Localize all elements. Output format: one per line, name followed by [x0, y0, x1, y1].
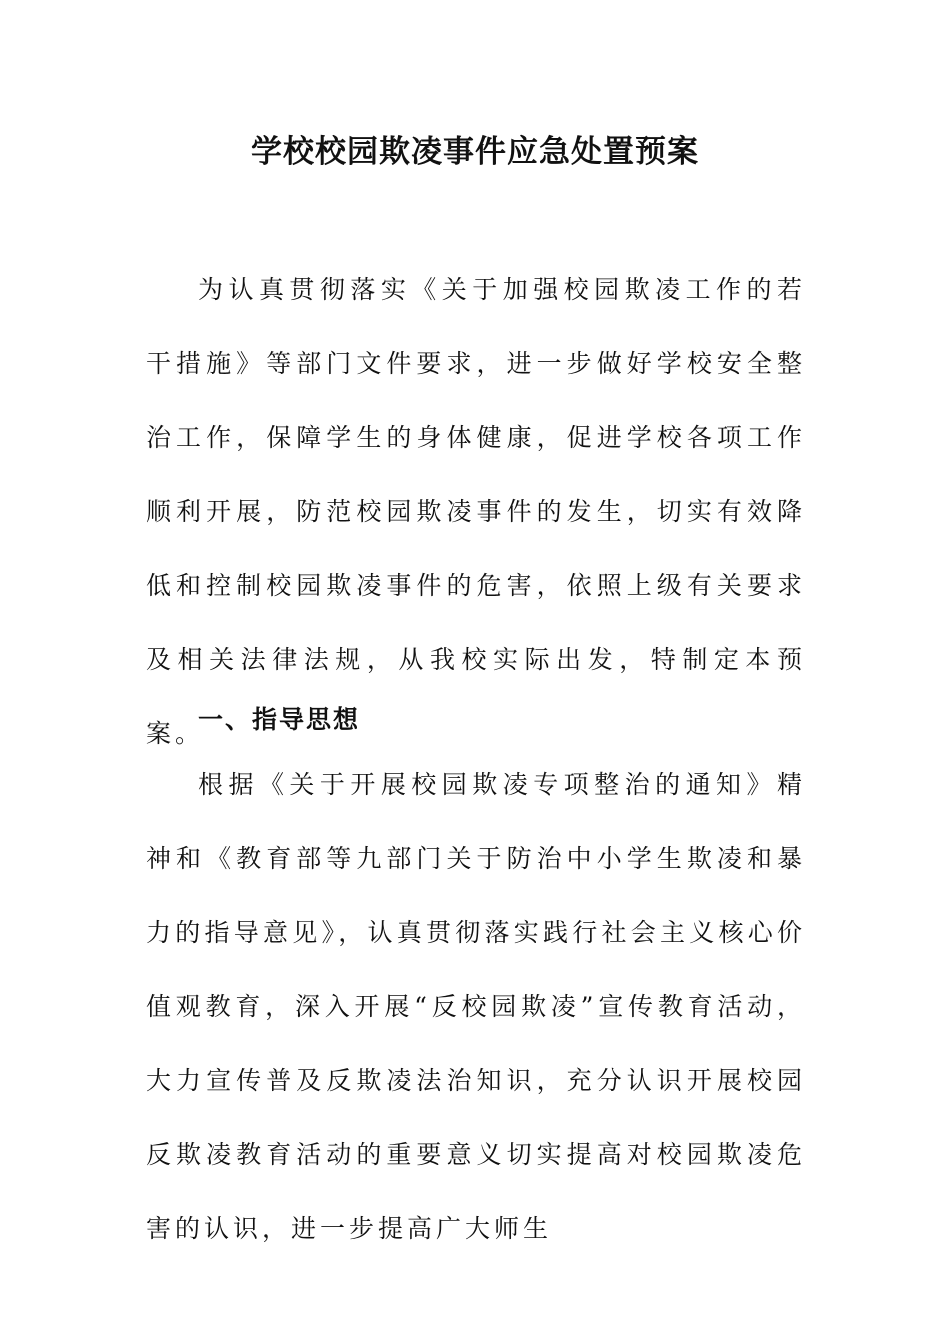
document-title: 学校校园欺凌事件应急处置预案 — [251, 134, 699, 170]
guiding-ideology-paragraph: 根据《关于开展校园欺凌专项整治的通知》精神和《教育部等九部门关于防治中小学生欺凌和暴力的指导意见》，认真贯彻落实践行社会主义核心价值观教育，深入开展“反校园欺凌”宣传教育活动，大力宣传普及反欺凌法治知识，充分认识开展校园反欺凌教育活动的重要意义切实提高对校园欺凌危害的认识，进一步提高广大师生 — [146, 770, 806, 1243]
section-heading-guiding-ideology: 一、指导思想 — [198, 705, 361, 734]
intro-paragraph: 为认真贯彻落实《关于加强校园欺凌工作的若干措施》等部门文件要求，进一步做好学校安全整治工作，保障学生的身体健康，促进学校各项工作顺利开展，防范校园欺凌事件的发生，切实有效降低和控制校园欺凌事件的危害，依照上级有关要求及相关法律法规，从我校实际出发，特制定本预案。 — [146, 275, 806, 748]
